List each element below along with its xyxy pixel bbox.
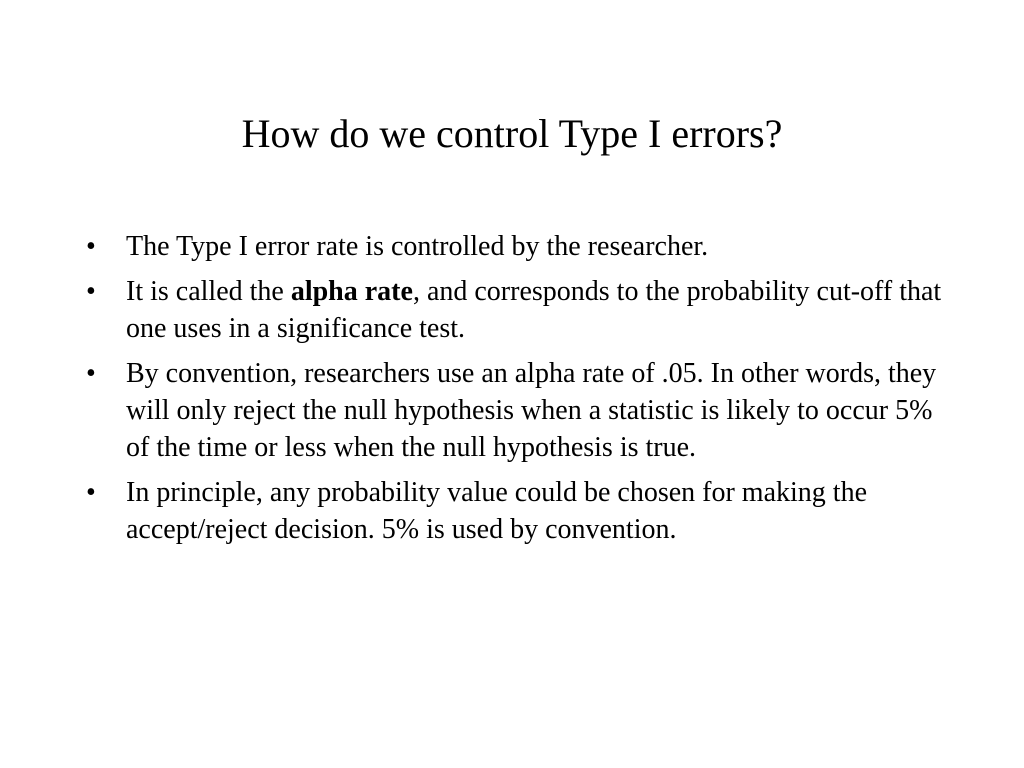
bullet-text: By convention, researchers use an alpha rate of .05. In other words, they will only reject the null hypothesis when a statistic is likely to occur 5% of the time or less when the null hypothesis is true.: [126, 358, 937, 463]
bullet-item-type-i-rate: [86, 228, 946, 265]
bullet-marker: •: [86, 358, 96, 389]
bullet-item-convention: [86, 355, 946, 466]
bullet-marker: •: [86, 231, 96, 262]
bullet-list: [86, 228, 946, 556]
bullet-text-after: , and corresponds to the probability cut-off that one uses in a significance test.: [126, 276, 942, 344]
bullet-item-principle: [86, 474, 946, 548]
bullet-marker: •: [86, 477, 96, 508]
bullet-marker: •: [86, 276, 96, 307]
bullet-item-alpha-rate: [86, 273, 946, 347]
bullet-text: The Type I error rate is controlled by the researcher.: [126, 231, 709, 262]
slide-title: How do we control Type I errors?: [241, 111, 783, 156]
bullet-text-before: It is called the: [126, 276, 291, 307]
bullet-text: In principle, any probability value could be chosen for making the accept/reject decision. 5% is used by convention.: [126, 477, 868, 545]
bullet-text-bold: alpha rate: [290, 276, 413, 307]
